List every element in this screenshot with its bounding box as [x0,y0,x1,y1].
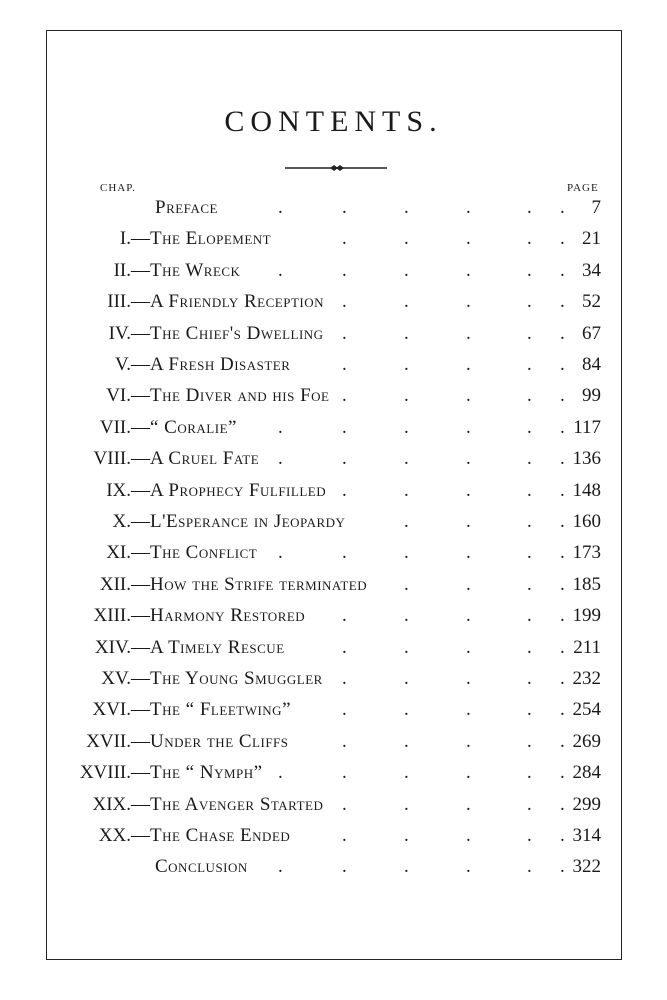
leader-dot: . [342,825,347,846]
chapter-title: The “ Fleetwing” [150,699,292,721]
chapter-number: V.— [114,354,150,375]
leader-dot: . [527,793,532,815]
leader-dot: . [527,259,532,281]
toc-entry [0,286,667,317]
leader-dot: . [404,416,409,438]
chapter-number: XV.— [101,668,150,689]
leader-dot: . [404,322,409,344]
leader-dot: . [404,793,409,815]
toc-entry [0,726,667,757]
chapter-title: Harmony Restored [150,605,306,627]
leader-dot: . [466,228,471,250]
leader-dot: . [404,636,409,658]
leader-dot: . [278,448,283,470]
leader-dot: . [560,291,565,313]
toc-entry [0,349,667,380]
leader-dot: . [560,668,565,689]
leader-dot: . [560,448,565,470]
chapter-title: The Avenger Started [150,793,324,815]
toc-entry [0,318,667,349]
chapter-number: VII.— [99,416,150,438]
leader-dot: . [342,448,347,470]
chapter-number: XI.— [106,542,150,564]
chapter-column-label: CHAP. [100,182,136,194]
leader-dot: . [560,573,565,595]
leader-dot: . [404,354,409,375]
page-number: 254 [572,699,601,721]
chapter-number: XVIII.— [79,762,150,784]
chapter-number: XX.— [98,825,150,846]
leader-dot: . [278,416,283,438]
leader-dot: . [560,511,565,532]
leader-dot: . [527,197,532,218]
leader-dot: . [342,479,347,501]
leader-dot: . [466,573,471,595]
page-number: 99 [582,385,601,407]
chapter-number: IV.— [108,322,150,344]
leader-dot: . [404,856,409,878]
leader-dot: . [466,259,471,281]
chapter-title: Under the Cliffs [150,730,289,752]
leader-dot: . [527,511,532,532]
leader-dot: . [404,825,409,846]
leader-dot: . [466,197,471,218]
chapter-title: A Prophecy Fulfilled [150,479,327,501]
chapter-title: A Fresh Disaster [150,354,291,375]
toc-entry [0,223,667,254]
leader-dot: . [278,762,283,784]
leader-dot: . [466,793,471,815]
leader-dot: . [527,479,532,501]
leader-dot: . [342,228,347,250]
leader-dot: . [527,762,532,784]
leader-dot: . [466,479,471,501]
leader-dot: . [342,291,347,313]
leader-dot: . [404,448,409,470]
chapter-title: The Chase Ended [150,825,291,846]
leader-dot: . [466,856,471,878]
leader-dot: . [466,448,471,470]
leader-dot: . [404,259,409,281]
leader-dot: . [560,605,565,627]
chapter-title: “ Coralie” [150,416,237,438]
chapter-number: XVI.— [92,699,150,721]
leader-dot: . [527,730,532,752]
leader-dot: . [404,699,409,721]
toc-entry [0,506,667,537]
leader-dot: . [560,730,565,752]
page-number: 322 [572,856,601,878]
leader-dot: . [527,354,532,375]
leader-dot: . [560,416,565,438]
page-number: 314 [572,825,601,846]
leader-dot: . [342,354,347,375]
leader-dot: . [527,605,532,627]
leader-dot: . [527,322,532,344]
chapter-title: A Cruel Fate [150,448,260,470]
leader-dot: . [342,793,347,815]
chapter-number: XIV.— [94,636,150,658]
toc-entry [0,694,667,725]
leader-dot: . [278,542,283,564]
page-number: 136 [572,448,601,470]
chapter-title: The Wreck [150,259,241,281]
page-number: 84 [582,354,601,375]
page-number: 148 [572,479,601,501]
leader-dot: . [560,259,565,281]
leader-dot: . [404,291,409,313]
leader-dot: . [342,605,347,627]
page-number: 52 [582,291,601,313]
leader-dot: . [278,856,283,878]
leader-dot: . [466,416,471,438]
leader-dot: . [342,730,347,752]
leader-dot: . [466,385,471,407]
leader-dot: . [560,793,565,815]
chapter-number: VI.— [106,385,150,407]
chapter-number: XII.— [99,573,150,595]
chapter-title: The “ Nymph” [150,762,263,784]
page-number: 269 [572,730,601,752]
leader-dot: . [466,636,471,658]
leader-dot: . [560,856,565,878]
toc-entry [0,475,667,506]
leader-dot: . [342,197,347,218]
page-number: 7 [591,197,601,218]
leader-dot: . [278,197,283,218]
leader-dot: . [560,228,565,250]
page-number: 21 [582,228,601,250]
leader-dot: . [466,825,471,846]
chapter-title: A Friendly Reception [150,291,324,313]
toc-entry [0,789,667,820]
page-number: 185 [572,573,601,595]
leader-dot: . [527,573,532,595]
page-number: 232 [572,668,601,689]
leader-dot: . [404,197,409,218]
leader-dot: . [466,511,471,532]
toc-entry [0,380,667,411]
page-number: 211 [573,636,601,658]
leader-dot: . [404,573,409,595]
leader-dot: . [466,322,471,344]
leader-dot: . [404,730,409,752]
leader-dot: . [404,668,409,689]
toc-entry [0,569,667,600]
leader-dot: . [527,856,532,878]
leader-dot: . [466,762,471,784]
chapter-title: The Conflict [150,542,258,564]
chapter-number: II.— [113,259,150,281]
toc-entry [0,851,667,882]
leader-dot: . [404,228,409,250]
leader-dot: . [560,542,565,564]
chapter-number: I.— [119,228,150,250]
chapter-number: III.— [107,291,150,313]
leader-dot: . [560,354,565,375]
chapter-number: IX.— [106,479,150,501]
page-number: 284 [572,762,601,784]
leader-dot: . [466,699,471,721]
leader-dot: . [342,636,347,658]
leader-dot: . [404,479,409,501]
chapter-number: VIII.— [93,448,150,470]
chapter-title: The Diver and his Foe [150,385,330,407]
leader-dot: . [560,479,565,501]
page-number: 160 [572,511,601,532]
leader-dot: . [527,385,532,407]
leader-dot: . [560,385,565,407]
leader-dot: . [527,636,532,658]
page-column-label: PAGE [567,182,599,194]
page-number: 67 [582,322,601,344]
leader-dot: . [342,259,347,281]
toc-entry [0,443,667,474]
leader-dot: . [466,605,471,627]
leader-dot: . [342,762,347,784]
leader-dot: . [342,699,347,721]
chapter-title: How the Strife terminated [150,573,368,595]
chapter-title: L'Esperance in Jeopardy [150,511,346,532]
chapter-title: The Chief's Dwelling [150,322,324,344]
chapter-number: XVII.— [86,730,150,752]
chapter-title: The Elopement [150,228,272,250]
leader-dot: . [527,416,532,438]
toc-entry [0,412,667,443]
page-title: CONTENTS. [224,105,443,138]
leader-dot: . [527,291,532,313]
leader-dot: . [466,668,471,689]
leader-dot: . [404,542,409,564]
page-number: 199 [572,605,601,627]
toc-entry [0,757,667,788]
leader-dot: . [404,511,409,532]
leader-dot: . [404,605,409,627]
leader-dot: . [404,762,409,784]
leader-dot: . [342,322,347,344]
page-number: 173 [572,542,601,564]
chapter-number: XIII.— [93,605,150,627]
leader-dot: . [404,385,409,407]
divider-ornament [285,162,387,174]
leader-dot: . [560,762,565,784]
toc-entry [0,663,667,694]
toc-entry [0,632,667,663]
toc-entry [0,600,667,631]
chapter-number: XIX.— [92,793,150,815]
leader-dot: . [342,668,347,689]
leader-dot: . [342,542,347,564]
leader-dot: . [278,259,283,281]
leader-dot: . [527,668,532,689]
chapter-title: The Young Smuggler [150,668,323,689]
leader-dot: . [527,448,532,470]
chapter-title: Conclusion [155,856,248,878]
page-number: 34 [582,259,601,281]
leader-dot: . [342,385,347,407]
page-number: 117 [573,416,601,438]
leader-dot: . [560,322,565,344]
toc-entry [0,820,667,851]
leader-dot: . [527,825,532,846]
leader-dot: . [560,699,565,721]
page-number: 299 [572,793,601,815]
chapter-title: Preface [155,197,218,218]
toc-entry [0,255,667,286]
leader-dot: . [527,699,532,721]
chapter-number: X.— [112,511,150,532]
leader-dot: . [466,291,471,313]
leader-dot: . [466,542,471,564]
leader-dot: . [527,228,532,250]
leader-dot: . [342,856,347,878]
leader-dot: . [560,636,565,658]
leader-dot: . [342,416,347,438]
leader-dot: . [560,197,565,218]
leader-dot: . [527,542,532,564]
leader-dot: . [466,730,471,752]
leader-dot: . [560,825,565,846]
toc-entry [0,192,667,223]
leader-dot: . [466,354,471,375]
chapter-title: A Timely Rescue [150,636,285,658]
toc-entry [0,537,667,568]
